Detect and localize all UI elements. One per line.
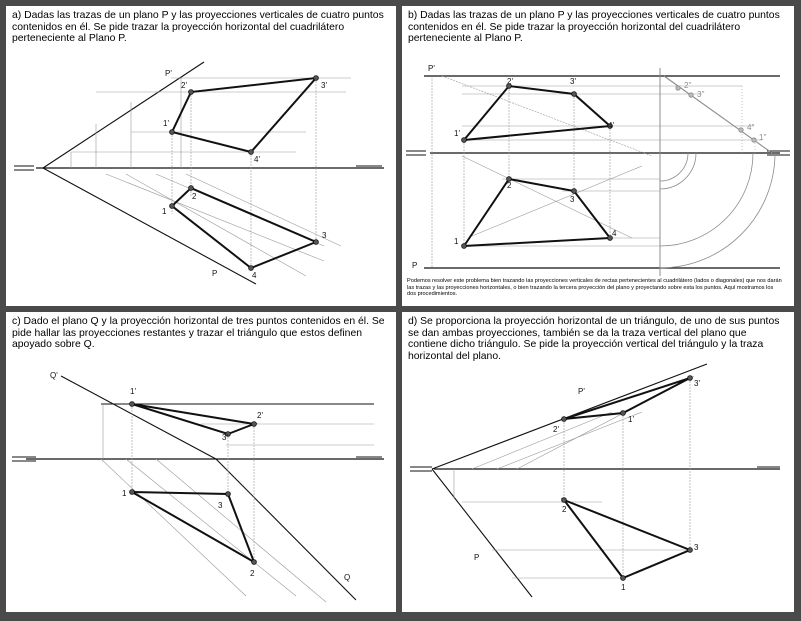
quad-vertical-projection [172, 78, 316, 152]
label-p-horizontal: P [212, 269, 218, 278]
label-c-h2: 2 [250, 569, 255, 578]
label-p-vertical: P' [428, 64, 435, 73]
label-a-h1: 1 [162, 207, 167, 216]
trace-p-horizontal [43, 168, 256, 284]
label-q-vertical: Q' [50, 371, 58, 380]
label-p-vertical: P' [165, 69, 172, 78]
label-p-horizontal: P [412, 261, 418, 270]
panel-c-diagram [6, 312, 396, 612]
label-p-vertical: P' [578, 387, 585, 396]
panel-a [6, 6, 396, 306]
label-d-v3: 3' [694, 379, 700, 388]
label-d-v2: 2' [553, 425, 559, 434]
label-d-h3: 3 [694, 543, 699, 552]
label-c-v1: 1' [130, 387, 136, 396]
triangle-vertical-projection [132, 404, 254, 434]
panel-b [402, 6, 794, 306]
label-a-v2: 2' [181, 81, 187, 90]
label-p-horizontal: P [474, 553, 480, 562]
label-a-v4: 4' [254, 155, 260, 164]
label-d-h1: 1 [621, 583, 626, 592]
panel-a-diagram [6, 6, 396, 306]
label-d-v1: 1' [628, 415, 634, 424]
label-b-v4: 4' [608, 121, 614, 130]
label-a-h3: 3 [322, 231, 327, 240]
panel-d [402, 312, 794, 612]
trace-q-vertical [61, 376, 216, 459]
label-b-h4: 4 [612, 229, 617, 238]
triangle-vertical-projection [564, 378, 690, 419]
label-a-h4: 4 [252, 271, 257, 280]
label-b-v2: 2' [507, 77, 513, 86]
label-b-v3: 3' [570, 77, 576, 86]
label-a-h2: 2 [192, 192, 197, 201]
label-b-h2: 2 [507, 181, 512, 190]
label-c-v2: 2' [257, 411, 263, 420]
panel-b-note: Podemos resolver este problema bien trazando las proyecciones verticales de rectas pertenecientes al cuadrilátero (lados o diagonales) que nos darán las trazas y las proyecciones horizontales, o bien trazando la tercera proyección del plano y proyectando sobre esta los puntos. Aquí mostramos los dos procedimientos. [407, 278, 782, 298]
trace-q-horizontal [216, 459, 356, 600]
triangle-horizontal-projection [132, 492, 254, 562]
label-b-p2: 2'' [684, 81, 692, 90]
panel-b-caption: b) Dadas las trazas de un plano P y las proyecciones verticales de cuatro puntos contenidos en él. Se pide trazar la proyección horizontal del cuadrilátero perteneciente al Plano P. [408, 10, 780, 44]
panel-c [6, 312, 396, 612]
panel-b-diagram [402, 6, 794, 306]
label-q-horizontal: Q [344, 573, 351, 582]
label-b-p3: 3'' [697, 90, 705, 99]
label-c-h3: 3 [218, 501, 223, 510]
label-b-p1: 1'' [759, 133, 767, 142]
label-b-p4: 4'' [747, 123, 755, 132]
label-a-v1: 1' [163, 119, 169, 128]
quad-horizontal-projection [464, 179, 610, 246]
label-c-v3: 3' [222, 433, 228, 442]
label-b-v1: 1' [454, 129, 460, 138]
panel-d-caption: d) Se proporciona la proyección horizontal de un triángulo, de uno de sus puntos se dan ambas proyecciones, también se da la traza vertical del plano que contiene dicho triángulo. Se pide la proyección vertical del triángulo y la traza horizontal del plano. [408, 316, 780, 362]
label-b-h3: 3 [570, 195, 575, 204]
panel-a-caption: a) Dadas las trazas de un plano P y las proyecciones verticales de cuatro puntos contenidos en él. Se pide trazar la proyección horizontal del cuadrilátero perteneciente al Plano P. [12, 10, 384, 44]
label-c-h1: 1 [122, 489, 127, 498]
label-d-h2: 2 [562, 505, 567, 514]
label-a-v3: 3' [321, 81, 327, 90]
triangle-horizontal-projection [564, 500, 690, 578]
label-b-h1: 1 [454, 237, 459, 246]
panel-d-diagram [402, 312, 794, 612]
panel-c-caption: c) Dado el plano Q y la proyección horizontal de tres puntos contenidos en él. Se pide hallar las proyecciones restantes y trazar el triángulo que estos definen apoyado sobre Q. [12, 316, 385, 350]
